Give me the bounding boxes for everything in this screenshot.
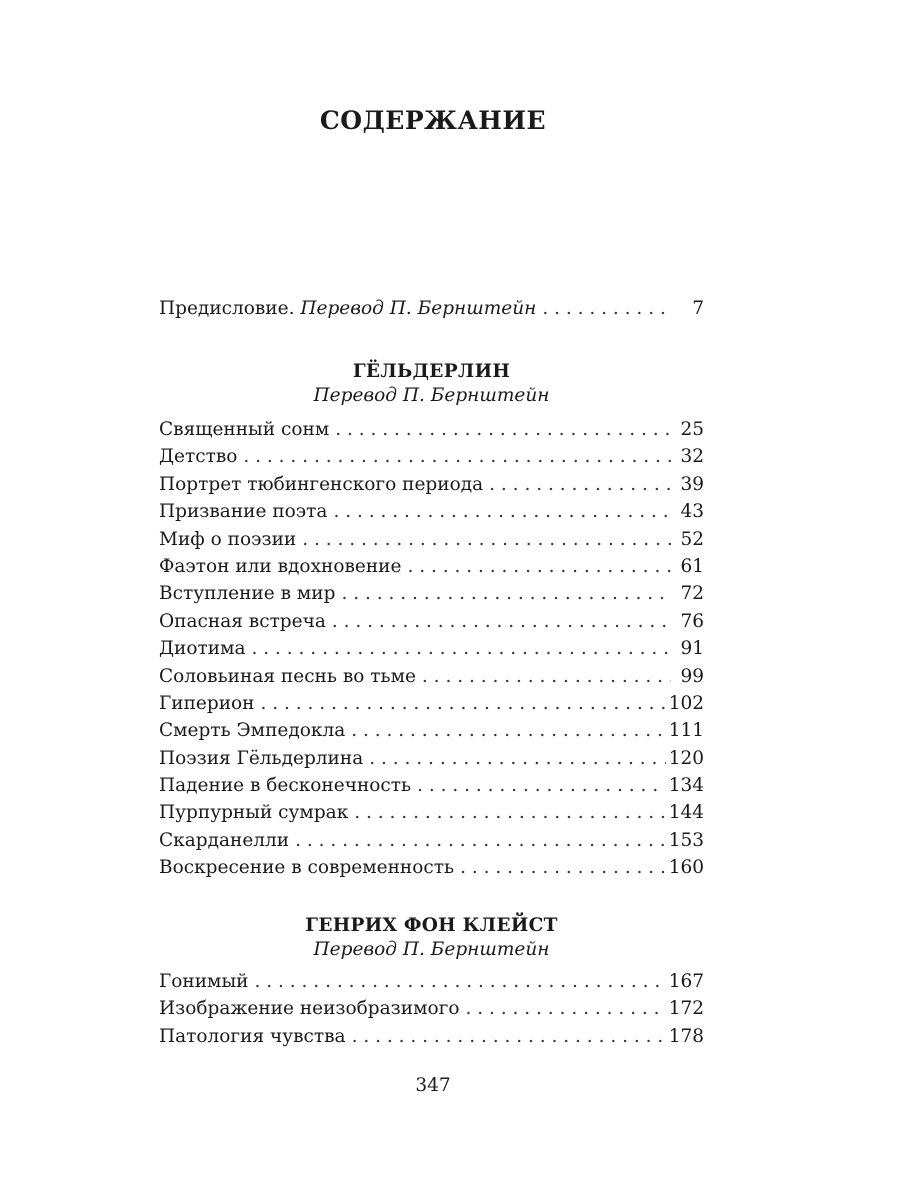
- toc-list-holderlin: [159, 419, 704, 885]
- toc-entry-label: Вступление в мир: [159, 583, 336, 605]
- leader-dots: [295, 830, 666, 851]
- toc-entry-label: Соловьиная песнь во тьме: [159, 665, 416, 687]
- leader-dots: [352, 1026, 666, 1047]
- toc-entry-label: Пурпурный сумрак: [159, 802, 349, 824]
- toc-entry-page: 153: [668, 829, 704, 851]
- toc-entry-page: 25: [680, 419, 704, 440]
- section-translator: Перевод П. Бернштейн: [313, 939, 550, 960]
- leader-dots: [243, 446, 671, 467]
- preface-label: Предисловие.: [159, 298, 295, 319]
- toc-entry[interactable]: [159, 1026, 704, 1053]
- leader-dots: [333, 501, 671, 522]
- toc-entry-page: 91: [680, 638, 704, 660]
- toc-entry-page: 172: [668, 998, 704, 1020]
- section-name: ГЁЛЬДЕРЛИН: [352, 361, 511, 382]
- toc-entry-page: 7: [692, 298, 704, 319]
- leader-dots: [354, 802, 665, 823]
- toc-entry-label: Опасная встреча: [159, 610, 326, 632]
- toc-entry[interactable]: [159, 666, 704, 693]
- leader-dots: [255, 971, 666, 992]
- toc-entry-label: Фаэтон или вдохновение: [159, 555, 402, 577]
- leader-dots: [261, 693, 666, 714]
- toc-entry[interactable]: [159, 419, 704, 446]
- toc-entry-page: 39: [680, 473, 704, 495]
- toc-entry[interactable]: [159, 556, 704, 583]
- toc-entry-page: 61: [680, 555, 704, 577]
- toc-entry[interactable]: [159, 857, 704, 884]
- toc-entry-label: Миф о поэзии: [159, 528, 297, 550]
- leader-dots: [422, 666, 671, 687]
- toc-entry[interactable]: [159, 748, 704, 775]
- toc-entry[interactable]: [159, 474, 704, 501]
- toc-entry-label: [159, 298, 536, 319]
- toc-entry-page: 144: [668, 802, 704, 824]
- toc-entry-label: Гиперион: [159, 692, 255, 714]
- leader-dots: [465, 998, 665, 1019]
- toc-entry-page: 99: [680, 665, 704, 687]
- toc-entry-preface[interactable]: [159, 298, 704, 325]
- leader-dots: [369, 748, 665, 769]
- leader-dots: [252, 638, 672, 659]
- toc-entry[interactable]: [159, 611, 704, 638]
- toc-entry[interactable]: [159, 693, 704, 720]
- toc-entry-page: 52: [680, 528, 704, 550]
- leader-dots: [351, 720, 665, 741]
- toc-entry[interactable]: [159, 501, 704, 528]
- leader-dots: [542, 298, 671, 319]
- page-number: 347: [415, 1075, 451, 1096]
- toc-entry[interactable]: [159, 583, 704, 610]
- leader-dots: [489, 474, 671, 495]
- leader-dots: [460, 857, 666, 878]
- toc-entry[interactable]: [159, 971, 704, 998]
- toc-entry-page: 134: [668, 775, 704, 797]
- toc-entry-page: 32: [680, 446, 704, 468]
- leader-dots: [407, 556, 671, 577]
- toc-entry-page: 43: [680, 501, 704, 523]
- leader-dots: [341, 583, 671, 604]
- toc-entry[interactable]: [159, 529, 704, 556]
- toc-entry-label: Портрет тюбингенского периода: [159, 473, 484, 495]
- toc-list-kleist: [159, 971, 704, 1053]
- toc-entry-page: 160: [668, 857, 704, 879]
- preface-translator: Перевод П. Бернштейн: [300, 298, 537, 319]
- toc-entry-label: Патология чувства: [159, 1025, 346, 1047]
- toc-entry-page: 76: [680, 610, 704, 632]
- toc-entry[interactable]: [159, 802, 704, 829]
- page-title: СОДЕРЖАНИЕ: [319, 106, 547, 135]
- toc-entry-page: 120: [668, 747, 704, 769]
- toc-entry-label: Воскресение в современность: [159, 857, 455, 879]
- toc-entry-label: Детство: [159, 446, 238, 468]
- leader-dots: [335, 419, 671, 440]
- leader-dots: [302, 529, 671, 550]
- toc-entry[interactable]: [159, 830, 704, 857]
- toc-entry-label: Смерть Эмпедокла: [159, 720, 346, 742]
- toc-entry-label: Священный сонм: [159, 419, 330, 440]
- section-translator: Перевод П. Бернштейн: [313, 385, 550, 406]
- toc-entry-label: Поэзия Гёльдерлина: [159, 747, 364, 769]
- toc-entry-page: 167: [668, 971, 704, 992]
- toc-entry-label: Призвание поэта: [159, 501, 328, 523]
- section-name: ГЕНРИХ ФОН КЛЕЙСТ: [305, 915, 558, 936]
- toc-entry-label: Гонимый: [159, 971, 249, 992]
- toc-entry[interactable]: [159, 638, 704, 665]
- leader-dots: [417, 775, 666, 796]
- toc-entry-page: 111: [668, 720, 704, 742]
- toc-entry[interactable]: [159, 998, 704, 1025]
- toc-entry[interactable]: [159, 775, 704, 802]
- toc-entry-page: 72: [680, 583, 704, 605]
- toc-entry-label: Падение в бесконечность: [159, 775, 412, 797]
- toc-entry-label: Изображение неизобразимого: [159, 998, 460, 1020]
- toc-preface: [159, 298, 704, 325]
- toc-entry-label: Диотима: [159, 638, 246, 660]
- toc-entry-page: 178: [668, 1025, 704, 1047]
- toc-entry[interactable]: [159, 720, 704, 747]
- section-header-holderlin: [159, 361, 704, 406]
- toc-entry-page: 102: [668, 692, 704, 714]
- toc-entry[interactable]: [159, 446, 704, 473]
- leader-dots: [332, 611, 671, 632]
- section-header-kleist: [159, 915, 704, 960]
- toc-entry-label: Скарданелли: [159, 829, 290, 851]
